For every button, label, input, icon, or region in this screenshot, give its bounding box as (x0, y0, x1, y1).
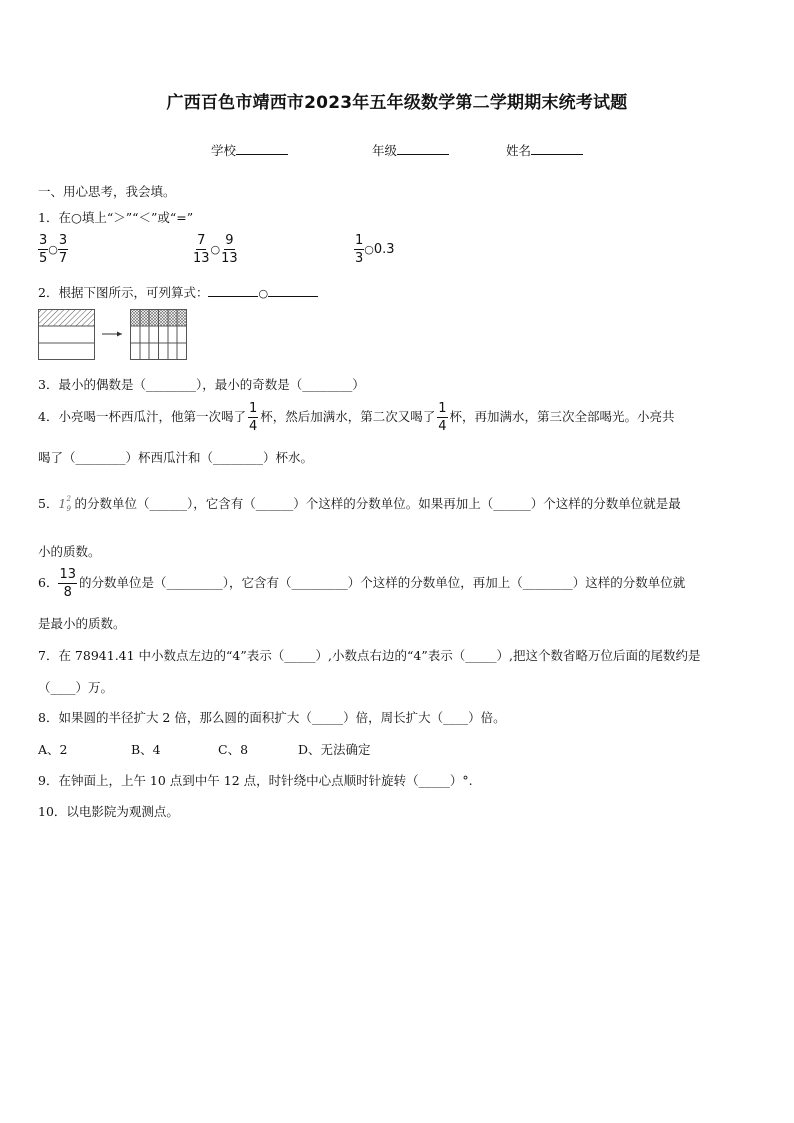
school-blank[interactable] (236, 143, 288, 155)
school-field[interactable] (211, 141, 288, 159)
q1-pair-3 (354, 234, 395, 265)
q2-text: 2．根据下图所示，可列算式： (38, 285, 209, 300)
q5-text: 的分数单位（______），它含有（______）个这样的分数单位。如果再加上（______）个这样的分数单位就是最 (74, 496, 681, 511)
decimal-value: 0.3 (373, 242, 395, 257)
q4-text-2: 杯，然后加满水，第二次又喝了 (260, 409, 436, 424)
question-5-line-2: 小的质数。 (38, 544, 101, 559)
q1-pair-1 (38, 234, 68, 265)
fraction: $\frac{3}{5}$ (39, 233, 48, 266)
question-3: 3．最小的偶数是（________），最小的奇数是（________） (38, 377, 365, 392)
answer-blank[interactable] (208, 285, 258, 297)
grade-field[interactable] (372, 141, 449, 159)
question-9: 9．在钟面上，上午 10 点到中午 12 点，时针绕中心点顺时针旋转（_____）°. (38, 773, 473, 788)
compare-circle[interactable]: ○ (258, 287, 269, 300)
fraction: $\frac{9}{13}$ (221, 233, 238, 266)
name-label: 姓名 (506, 143, 532, 158)
name-field[interactable] (506, 141, 583, 159)
q4-text-3: 杯，再加满水，第三次全部喝光。小亮共 (449, 409, 675, 424)
option-d[interactable]: D、无法确定 (298, 742, 371, 757)
compare-circle[interactable]: ○ (48, 243, 58, 256)
question-6 (38, 568, 685, 599)
fraction-diagram (38, 307, 188, 362)
compare-circle[interactable]: ○ (210, 243, 221, 256)
question-10: 10．以电影院为观测点。 (38, 804, 179, 819)
option-b[interactable]: B、4 (131, 742, 161, 757)
q6-number: 6． (38, 575, 59, 590)
page-title: 广西百色市靖西市2023年五年级数学第二学期期末统考试题 (166, 93, 628, 113)
question-4 (38, 402, 675, 433)
name-blank[interactable] (531, 143, 583, 155)
option-c[interactable]: C、8 (218, 742, 249, 757)
school-label: 学校 (211, 143, 237, 158)
question-7: 7．在 78941.41 中小数点左边的“4”表示（_____）,小数点右边的“4”表示（_____）,把这个数省略万位后面的尾数约是 (38, 648, 701, 663)
compare-circle[interactable]: ○ (364, 243, 374, 256)
section-heading: 一、用心思考，我会填。 (38, 184, 176, 199)
fraction: $\frac{3}{7}$ (58, 233, 68, 266)
q6-text: 的分数单位是（_________），它含有（_________）个这样的分数单位，再加上（________）这样的分数单位就 (79, 575, 686, 590)
q5-number: 5． (38, 496, 59, 511)
grade-blank[interactable] (397, 143, 449, 155)
q1-pair-2 (192, 234, 239, 265)
question-1: 1．在○填上“＞”“＜”或“=” (38, 210, 194, 225)
question-2 (38, 283, 318, 301)
fraction: $\frac{7}{13}$ (193, 233, 210, 266)
question-7-line-2: （____）万。 (38, 680, 114, 695)
question-8: 8．如果圆的半径扩大 2 倍，那么圆的面积扩大（_____）倍，周长扩大（____）倍。 (38, 710, 506, 725)
shaded-part (39, 310, 95, 327)
fraction: $\frac{1}{4}$ (438, 401, 447, 434)
fraction: $\frac{13}{8}$ (59, 567, 76, 600)
question-4-line-2: 喝了（________）杯西瓜汁和（________）杯水。 (38, 450, 314, 465)
answer-blank[interactable] (268, 285, 318, 297)
fraction: $\frac{1}{3}$ (355, 233, 364, 266)
fraction: $\frac{1}{4}$ (248, 401, 258, 434)
question-5 (38, 494, 681, 513)
option-a[interactable]: A、2 (38, 742, 68, 757)
mixed-number: 1 2 9 (58, 494, 71, 513)
grade-label: 年级 (372, 143, 398, 158)
question-6-line-2: 是最小的质数。 (38, 616, 126, 631)
q4-text-1: 4．小亮喝一杯西瓜汁，他第一次喝了 (38, 409, 246, 424)
